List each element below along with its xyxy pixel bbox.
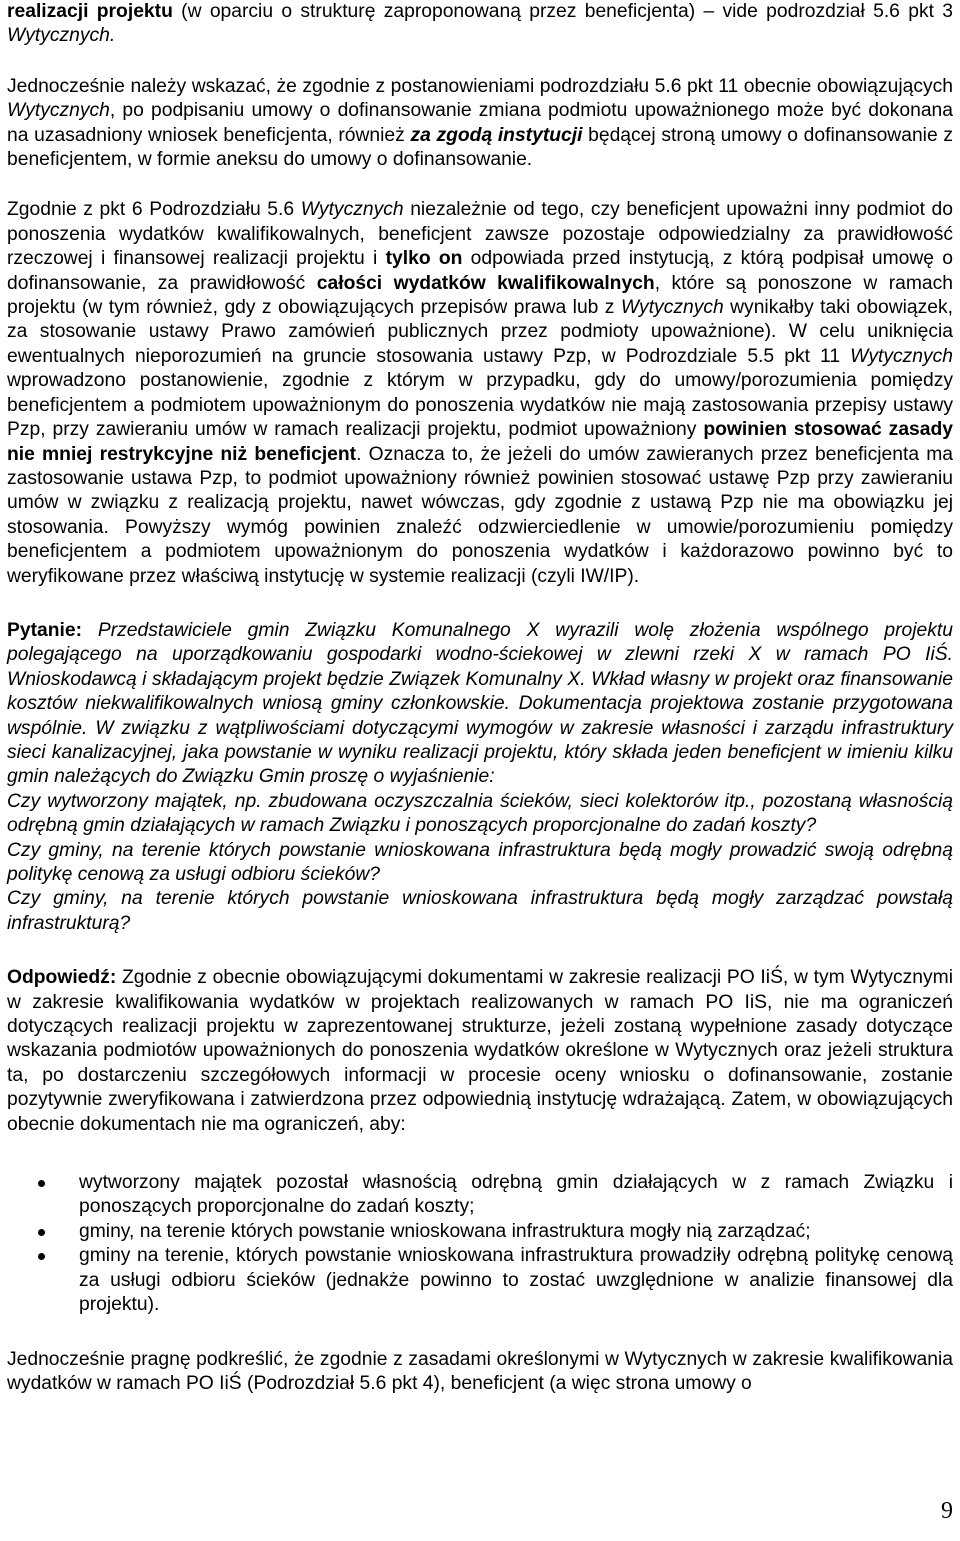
list-item: wytworzony majątek pozostał własnością odrębną gmin działających w z ramach Związku i ponoszących proporcjonalne do zadań koszty; xyxy=(7,1171,953,1220)
bullet-icon xyxy=(38,1180,45,1187)
text-run: wprowadzono postanowienie, zgodnie z którym w przypadku, gdy do umowy/porozumienia pomiędzy beneficjentem a podmiotem upoważnionym do ponoszenia wydatków nie mają zastosowania przepisy ustawy Pzp, przy zawieraniu umów w ramach realizacji projektu, podmiot upoważniony xyxy=(7,370,953,441)
italic-phrase: Wytycznych xyxy=(620,297,724,319)
question-item-2: Czy gminy, na terenie których powstanie wnioskowana infrastruktura będą mogły prowadzić swoją odrębną politykę cenową za usługi odbioru ścieków? xyxy=(7,839,953,885)
text-run: Zgodnie z pkt 6 Podrozdziału 5.6 xyxy=(7,199,301,221)
question-item-3: Czy gminy, na terenie których powstanie wnioskowana infrastruktura będą mogły zarządzać powstałą infrastrukturą? xyxy=(7,888,953,934)
paragraph-closing: Jednocześnie pragnę podkreślić, że zgodnie z zasadami określonymi w Wytycznych w zakresie kwalifikowania wydatków w ramach PO IiŚ (Podrozdział 5.6 pkt 4), beneficjent (a więc strona umowy o xyxy=(7,1348,953,1394)
page-number: 9 xyxy=(941,1498,953,1524)
bold-phrase: całości wydatków kwalifikowalnych xyxy=(316,272,655,294)
question-block xyxy=(7,619,953,790)
question-item-1: Czy wytworzony majątek, np. zbudowana oczyszczalnia ścieków, sieci kolektorów itp., pozostaną własnością odrębną gmin działających w ramach Związku i ponoszących proporcjonalne do zadań koszty? xyxy=(7,790,953,837)
italic-phrase: Wytycznych xyxy=(7,100,110,122)
bold-phrase: tylko on xyxy=(385,248,463,270)
paragraph-continuation xyxy=(7,0,953,49)
text-run: (w oparciu o strukturę zaproponowaną przez beneficjenta) – vide podrozdział 5.6 pkt 3 xyxy=(172,1,953,22)
text-run: odpowiada przed instytucją, z którą podpisał umowę o dofinansowanie, za prawidłowość xyxy=(7,248,953,294)
text-run: niezależnie od tego, czy beneficjent upoważni inny podmiot do ponoszenia wydatków kwalifikowalnych, beneficjent zawsze pozostaje odpowiedzialny za prawidłowość rzeczowej i finansowej realizacji projektu i xyxy=(7,199,953,270)
answer-bullet-list xyxy=(7,1171,953,1317)
italic-phrase: Wytycznych. xyxy=(7,25,116,47)
text-run: wynikałby taki obowiązek, za stosowanie ustawy Prawo zamówień publicznych przez podmioty upoważnione). W celu uniknięcia ewentualnych nieporozumień na gruncie stosowania ustawy Pzp, w Podrozdziale 5.5 pkt 11 xyxy=(7,297,954,367)
bullet-icon xyxy=(38,1253,45,1260)
bullet-icon xyxy=(38,1229,45,1236)
italic-phrase: Wytycznych xyxy=(850,345,953,367)
paragraph-change-of-entity xyxy=(7,75,953,173)
bold-italic-phrase: za zgodą instytucji xyxy=(410,124,583,146)
answer-block xyxy=(7,966,953,1137)
text-run: . Oznacza to, że jeżeli do umów zawieranych przez beneficjenta ma zastosowanie ustawa Pzp, to podmiot upoważniony również powinien stosować ustawę Pzp przy zawieraniu umów w związku z realizacją projektu, nawet wówczas, gdy zgodnie z ustawą Pzp nie ma obowiązku jej stosowania. Powyższy wymóg powinien znaleźć odzwierciedlenie w umowie/porozumieniu pomiędzy beneficjentem a podmiotem upoważnionym do ponoszenia wydatków i każdorazowo powinno być to weryfikowane przez właściwą instytucję w systemie realizacji (czyli IW/IP). xyxy=(7,443,953,587)
paragraph-responsibility xyxy=(7,198,953,589)
document-page xyxy=(7,0,953,1396)
question-text: Przedstawiciele gmin Związku Komunalnego X wyrazili wolę złożenia wspólnego projektu polegającego na uporządkowaniu gospodarki wodno-ściekowej w zlewni rzeki X w ramach PO IiŚ. Wnioskodawcą i składającym projekt będzie Związek Komunalny X. Wkład własny w projekt oraz finansowanie kosztów niekwalifikowalnych wniosą gminy członkowskie. Dokumentacja projektowa zostanie przygotowana wspólnie. W związku z wątpliwościami dotyczącymi wymogów w zakresie własności i zarządu infrastruktury sieci kanalizacyjnej, jaka powstanie w wyniku realizacji projektu, który składa jeden beneficjent w imieniu kilku gmin należących do Związku Gmin proszę o wyjaśnienie: xyxy=(7,619,953,788)
answer-label: Odpowiedź: xyxy=(7,967,117,989)
italic-phrase: Wytycznych xyxy=(300,199,404,221)
text-run: , które są ponoszone w ramach projektu (w tym również, gdy z obowiązujących przepisów prawa lub z xyxy=(7,272,954,319)
answer-text: Zgodnie z obecnie obowiązującymi dokumentami w zakresie realizacji PO IiŚ, w tym Wytycznymi w zakresie kwalifikowania wydatków w projektach realizowanych w ramach PO IiS, nie ma ograniczeń dotyczących realizacji projektu w zaprezentowanej strukturze, jeżeli zostaną wypełnione zasady dotyczące wskazania podmiotów upoważnionych do ponoszenia wydatków określone w Wytycznych oraz jeżeli struktura ta, po dostarczeniu szczegółowych informacji w procesie oceny wniosku o dofinansowanie, zostanie pozytywnie zweryfikowana i zatwierdzona przez odpowiednią instytucję wdrażającą. Zatem, w obowiązujących obecnie dokumentach nie ma ograniczeń, aby: xyxy=(7,967,953,1135)
text-run: , po podpisaniu umowy o dofinansowanie zmiana podmiotu upoważnionego może być dokonana na uzasadniony wniosek beneficjenta, również xyxy=(7,100,953,146)
bold-phrase: realizacji projektu xyxy=(7,1,173,22)
list-item: gminy na terenie, których powstanie wnioskowana infrastruktura prowadziły odrębną politykę cenową za usługi odbioru ścieków (jednakże powinno to zostać uwzględnione w analizie finansowej dla projektu). xyxy=(7,1244,953,1317)
text-run: Jednocześnie należy wskazać, że zgodnie z postanowieniami podrozdziału 5.6 pkt 11 obecnie obowiązujących xyxy=(7,75,953,97)
text-run: będącej stroną umowy o dofinansowanie z beneficjentem, w formie aneksu do umowy o dofinansowanie. xyxy=(7,124,953,171)
question-label: Pytanie: xyxy=(7,619,83,641)
bold-phrase: powinien stosować zasady nie mniej restrykcyjne niż beneficjent xyxy=(7,419,953,465)
list-item: gminy, na terenie których powstanie wnioskowana infrastruktura mogły nią zarządzać; xyxy=(7,1220,953,1244)
